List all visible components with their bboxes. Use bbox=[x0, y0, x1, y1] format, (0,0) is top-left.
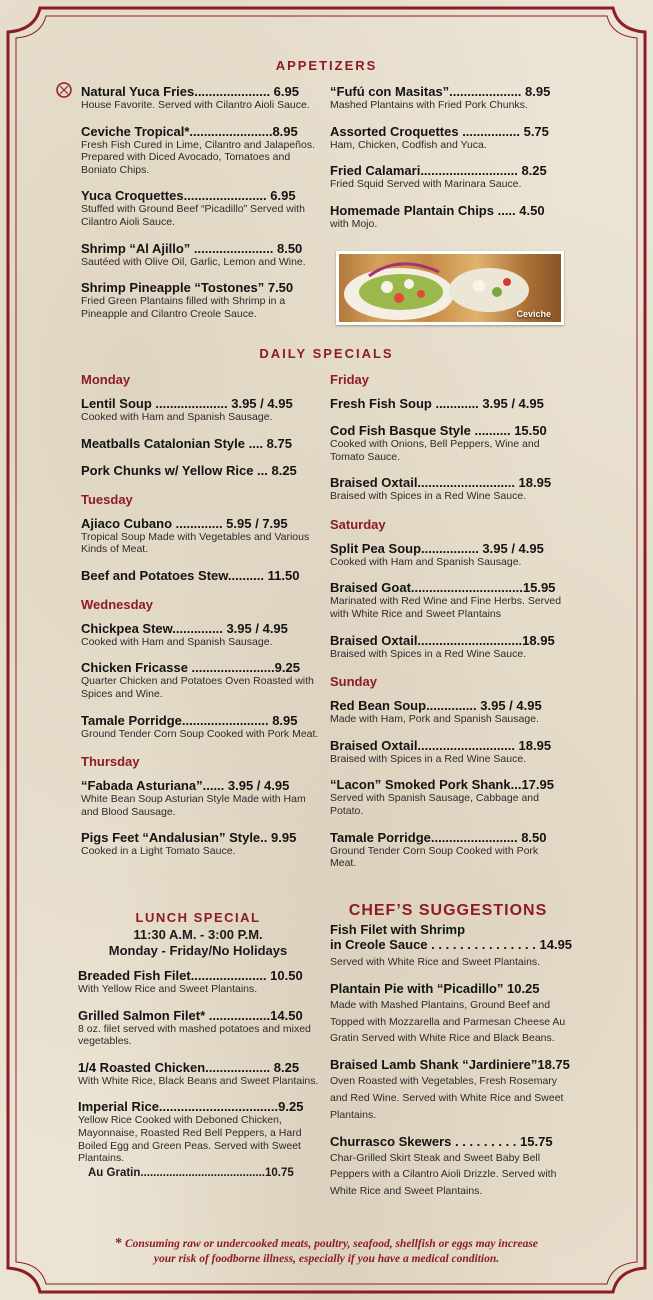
item-name: Beef and Potatoes Stew.......... 11.50 bbox=[81, 567, 300, 583]
menu-item bbox=[330, 423, 566, 463]
item-name: Meatballs Catalonian Style .... 8.75 bbox=[81, 435, 292, 451]
item-name: Ajiaco Cubano ............. 5.95 / 7.95 bbox=[81, 515, 288, 531]
menu-item bbox=[330, 163, 566, 191]
lunch-days: Monday - Friday/No Holidays bbox=[108, 943, 288, 958]
chefs-column bbox=[330, 922, 573, 1212]
disclaimer-line-1: Consuming raw or undercooked meats, poultry, seafood, shellfish or eggs may increase bbox=[124, 1238, 538, 1250]
item-name: Braised Goat...............................15.95 bbox=[330, 580, 556, 596]
menu-item bbox=[330, 475, 566, 503]
menu-item bbox=[330, 698, 566, 726]
item-description: Yellow Rice Cooked with Deboned Chicken, Mayonnaise, Roasted Red Bell Peppers, a Hard Boiled Egg and Green Peas. Served with Sweet Plantains. bbox=[78, 1114, 302, 1165]
menu-item bbox=[330, 1057, 568, 1123]
menu-item bbox=[81, 84, 319, 112]
item-name: Red Bean Soup.............. 3.95 / 4.95 bbox=[330, 698, 542, 714]
menu-item bbox=[78, 1008, 320, 1048]
item-name: Homemade Plantain Chips ..... 4.50 bbox=[330, 202, 545, 218]
menu-item bbox=[330, 830, 566, 870]
item-name: “Fabada Asturiana”...... 3.95 / 4.95 bbox=[81, 778, 290, 794]
chefs-suggestions-heading: CHEF’S SUGGESTIONS bbox=[348, 902, 548, 919]
item-description: Fresh Fish Cured in Lime, Cilantro and Jalapeños. Prepared with Diced Avocado, Tomatoes and Boniato Chips. bbox=[81, 138, 316, 176]
item-description: Mashed Plantains with Fried Pork Chunks. bbox=[330, 99, 528, 111]
item-name: Grilled Salmon Filet* .................14.50 bbox=[78, 1007, 303, 1023]
menu-item bbox=[330, 84, 566, 112]
item-name: Breaded Fish Filet..................... 10.50 bbox=[78, 968, 303, 983]
menu-item bbox=[330, 541, 566, 569]
menu-item bbox=[81, 830, 321, 858]
item-description: Oven Roasted with Vegetables, Fresh Rosemary and Red Wine. Served with White Rice and Sweet Plantains. bbox=[330, 1075, 564, 1121]
menu-item bbox=[81, 280, 319, 320]
daily-specials-heading: DAILY SPECIALS bbox=[259, 346, 394, 361]
item-name: Assorted Croquettes ................ 5.75 bbox=[330, 123, 549, 139]
menu-item bbox=[81, 436, 321, 451]
item-description: 8 oz. filet served with mashed potatoes and mixed vegetables. bbox=[78, 1022, 311, 1048]
item-name: Braised Oxtail.............................18.95 bbox=[330, 632, 555, 648]
item-name: Shrimp “Al Ajillo” ...................... 8.50 bbox=[81, 240, 303, 256]
menu-item bbox=[78, 1099, 320, 1164]
item-name: “Fufú con Masitas”.................... 8.95 bbox=[330, 84, 551, 99]
item-name: Imperial Rice.................................9.25 bbox=[78, 1099, 304, 1115]
menu-item bbox=[330, 738, 566, 766]
item-description: Cooked with Onions, Bell Peppers, Wine and Tomato Sauce. bbox=[330, 438, 540, 463]
item-description: Made with Ham, Pork and Spanish Sausage. bbox=[330, 713, 539, 726]
item-description: House Favorite. Served with Cilantro Aioli Sauce. bbox=[81, 99, 310, 111]
item-name: Split Pea Soup................ 3.95 / 4.95 bbox=[330, 540, 544, 556]
menu-item bbox=[81, 778, 321, 818]
menu-item bbox=[330, 981, 568, 1047]
lunch-column bbox=[78, 968, 320, 1179]
lunch-hours: 11:30 A.M. - 3:00 P.M. bbox=[133, 927, 263, 942]
item-name: Lentil Soup .................... 3.95 / 4.95 bbox=[81, 396, 293, 411]
item-description: Ground Tender Corn Soup Cooked with Pork Meat. bbox=[330, 844, 539, 870]
item-name: Chickpea Stew.............. 3.95 / 4.95 bbox=[81, 620, 288, 636]
day-heading-saturday: Saturday bbox=[330, 516, 386, 532]
item-name: Yuca Croquettes....................... 6.95 bbox=[81, 188, 296, 204]
item-description: Sautéed with Olive Oil, Garlic, Lemon and Wine. bbox=[81, 255, 306, 268]
menu-item bbox=[330, 777, 566, 817]
item-name-continued: in Creole Sauce . . . . . . . . . . . . . . . 14.95 bbox=[330, 937, 573, 952]
item-name: 1/4 Roasted Chicken.................. 8.25 bbox=[78, 1059, 300, 1075]
menu-item bbox=[81, 660, 321, 700]
item-name: Natural Yuca Fries..................... 6.95 bbox=[81, 84, 299, 99]
item-description: With Yellow Rice and Sweet Plantains. bbox=[78, 983, 258, 995]
item-description: With White Rice, Black Beans and Sweet Plantains. bbox=[78, 1074, 319, 1087]
specials-right-column bbox=[330, 366, 566, 882]
item-name: Ceviche Tropical*.......................8.95 bbox=[81, 123, 298, 139]
house-favorite-icon bbox=[56, 82, 72, 98]
item-name: Braised Lamb Shank “Jardiniere”18.75 bbox=[330, 1057, 570, 1073]
menu-item bbox=[81, 621, 321, 649]
menu-item bbox=[330, 203, 566, 231]
item-description: Marinated with Red Wine and Fine Herbs. Served with White Rice and Sweet Plantains bbox=[330, 595, 562, 620]
item-description: Quarter Chicken and Potatoes Oven Roasted with Spices and Wine. bbox=[81, 675, 314, 700]
food-safety-disclaimer bbox=[60, 1236, 593, 1267]
item-description: Cooked with Ham and Spanish Sausage. bbox=[81, 635, 273, 648]
item-description: Ham, Chicken, Codfish and Yuca. bbox=[330, 138, 487, 151]
item-description: Fried Squid Served with Marinara Sauce. bbox=[330, 178, 522, 191]
item-name: Tamale Porridge........................ 8.50 bbox=[330, 829, 547, 845]
item-description: Tropical Soup Made with Vegetables and Various Kinds of Meat. bbox=[81, 530, 310, 556]
menu-item bbox=[81, 713, 321, 741]
item-name: Chicken Fricasse .......................9.25 bbox=[81, 660, 300, 676]
day-heading-friday: Friday bbox=[330, 372, 370, 387]
day-heading-sunday: Sunday bbox=[330, 674, 377, 690]
menu-item bbox=[330, 580, 566, 620]
menu-item bbox=[78, 1060, 320, 1088]
day-heading-wednesday: Wednesday bbox=[81, 596, 154, 612]
menu-item bbox=[330, 633, 566, 661]
item-description: Cooked with Ham and Spanish Sausage. bbox=[81, 411, 273, 423]
item-description: Braised with Spices in a Red Wine Sauce. bbox=[330, 490, 527, 503]
day-heading-monday: Monday bbox=[81, 372, 131, 387]
appetizers-right-column bbox=[330, 84, 566, 242]
disclaimer-line-2: your risk of foodborne illness, especially if you have a medical condition. bbox=[153, 1253, 500, 1265]
item-name: Fresh Fish Soup ............ 3.95 / 4.95 bbox=[330, 396, 544, 411]
au-gratin-option: Au Gratin.......................................10.75 bbox=[88, 1166, 294, 1179]
menu-item bbox=[330, 124, 566, 152]
item-description: Braised with Spices in a Red Wine Sauce. bbox=[330, 647, 527, 660]
menu-item bbox=[81, 568, 321, 583]
item-name: Shrimp Pineapple “Tostones” 7.50 bbox=[81, 280, 294, 296]
day-heading-tuesday: Tuesday bbox=[81, 491, 133, 507]
item-name: Pork Chunks w/ Yellow Rice ... 8.25 bbox=[81, 462, 297, 478]
item-name: “Lacon” Smoked Pork Shank...17.95 bbox=[330, 777, 554, 793]
item-name: Churrasco Skewers . . . . . . . . . 15.75 bbox=[330, 1133, 553, 1149]
item-description: with Mojo. bbox=[330, 217, 378, 230]
item-description: Made with Mashed Plantains, Ground Beef and Topped with Mozzarella and Parmesan Cheese Au Gratin Served with White Rice and Black Beans. bbox=[330, 998, 566, 1045]
menu-item bbox=[330, 922, 573, 971]
photo-caption: Ceviche bbox=[516, 309, 551, 319]
menu-item bbox=[81, 124, 319, 177]
item-name: Pigs Feet “Andalusian” Style.. 9.95 bbox=[81, 830, 297, 846]
day-heading-thursday: Thursday bbox=[81, 754, 140, 770]
item-description: Braised with Spices in a Red Wine Sauce. bbox=[330, 752, 527, 765]
item-description: Cooked in a Light Tomato Sauce. bbox=[81, 845, 236, 858]
item-name: Braised Oxtail........................... 18.95 bbox=[330, 737, 552, 753]
item-description: Cooked with Ham and Spanish Sausage. bbox=[330, 555, 522, 568]
menu-item bbox=[330, 396, 566, 411]
item-description: Stuffed with Ground Beef “Picadillo” Served with Cilantro Aioli Sauce. bbox=[81, 203, 305, 228]
menu-item bbox=[81, 463, 321, 478]
menu-item bbox=[81, 396, 321, 424]
item-description: White Bean Soup Asturian Style Made with Ham and Blood Sausage. bbox=[81, 793, 306, 818]
specials-left-column bbox=[81, 366, 321, 870]
item-description: Served with White Rice and Sweet Plantains. bbox=[330, 956, 541, 968]
appetizers-heading: APPETIZERS bbox=[275, 58, 378, 73]
item-name: Plantain Pie with “Picadillo” 10.25 bbox=[330, 980, 540, 996]
menu-item bbox=[78, 968, 320, 996]
item-name: Cod Fish Basque Style .......... 15.50 bbox=[330, 423, 547, 438]
item-name: Braised Oxtail........................... 18.95 bbox=[330, 475, 552, 491]
ceviche-photo bbox=[336, 251, 564, 325]
menu-item bbox=[81, 516, 321, 556]
lunch-special-header bbox=[78, 910, 318, 959]
appetizers-left-column bbox=[81, 84, 319, 332]
asterisk-icon: * bbox=[115, 1236, 123, 1251]
item-name: Fried Calamari........................... 8.25 bbox=[330, 163, 547, 179]
item-description: Ground Tender Corn Soup Cooked with Pork Meat. bbox=[81, 727, 319, 740]
menu-item bbox=[330, 1134, 568, 1200]
item-name: Tamale Porridge........................ 8.95 bbox=[81, 712, 298, 728]
item-description: Char-Grilled Skirt Steak and Sweet Baby Bell Peppers with a Cilantro Aioli Drizzle. Served with White Rice and Sweet Plantains. bbox=[330, 1151, 557, 1198]
item-description: Served with Spanish Sausage, Cabbage and Potato. bbox=[330, 792, 539, 817]
menu-item bbox=[81, 241, 319, 269]
lunch-special-heading: LUNCH SPECIAL bbox=[135, 910, 261, 925]
item-description: Fried Green Plantains filled with Shrimp in a Pineapple and Cilantro Creole Sauce. bbox=[81, 295, 286, 320]
item-name: Fish Filet with Shrimp bbox=[330, 922, 466, 937]
menu-item bbox=[81, 188, 319, 228]
